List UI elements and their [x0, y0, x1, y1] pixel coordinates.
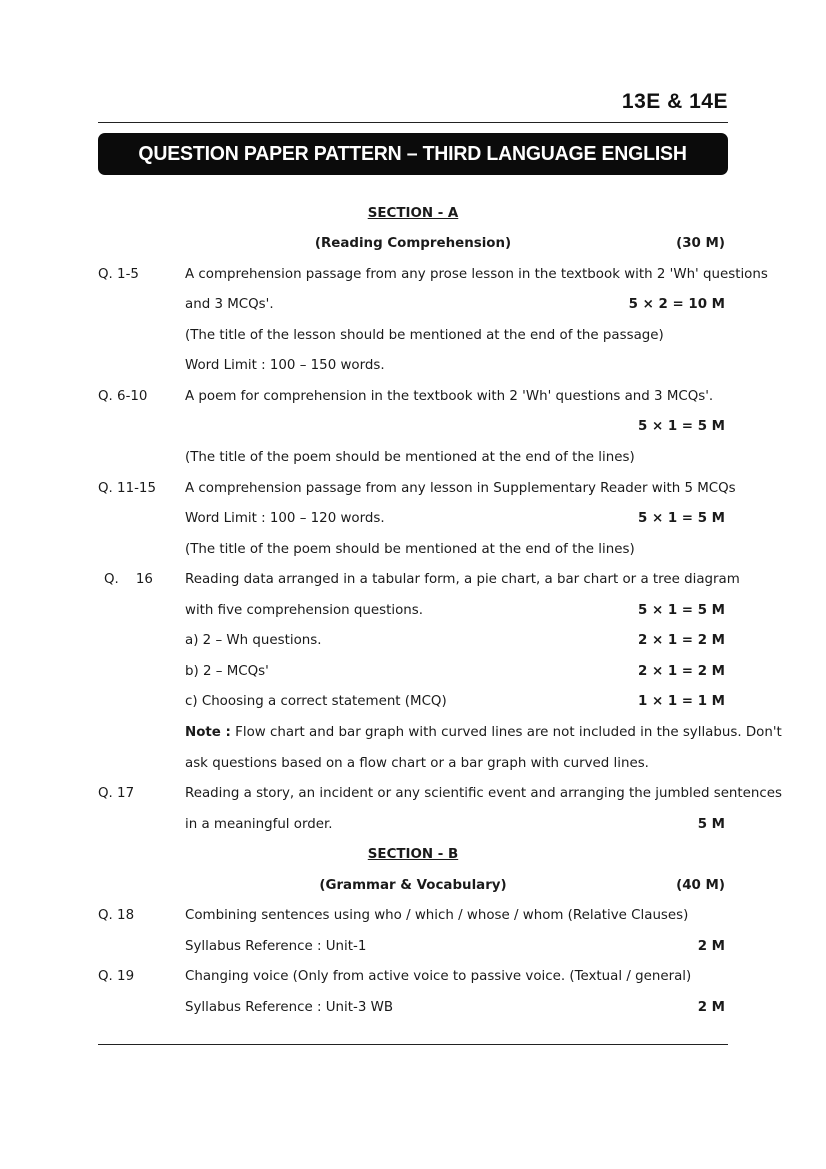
q16-part-a [98, 630, 728, 652]
section-b-marks: (40 M) [676, 878, 725, 893]
question-marks: 5 × 2 = 10 M [628, 297, 725, 312]
question-text: (The title of the poem should be mentioned at the end of the lines) [185, 450, 635, 465]
question-text: A poem for comprehension in the textbook with 2 'Wh' questions and 3 MCQs'. [185, 389, 714, 404]
banner-title: QUESTION PAPER PATTERN – THIRD LANGUAGE ENGLISH [138, 142, 688, 165]
q16-note [98, 722, 782, 744]
question-number: Q. 17 [98, 786, 135, 801]
q6-10-row [98, 386, 728, 408]
q17-row [98, 783, 782, 805]
question-number: Q. 18 [98, 908, 135, 923]
question-text: (The title of the lesson should be mentioned at the end of the passage) [185, 328, 664, 343]
sub-question-text: c) Choosing a correct statement (MCQ) [185, 694, 447, 709]
question-marks: 5 × 1 = 5 M [637, 511, 725, 526]
question-text: Word Limit : 100 – 120 words. [185, 511, 385, 526]
q19-row [98, 966, 728, 988]
question-marks: 5 × 1 = 5 M [637, 419, 725, 434]
section-a-heading-row [98, 203, 728, 225]
question-text: in a meaningful order. [185, 817, 333, 832]
q11-15-row-2 [98, 508, 728, 530]
note-line-2: ask questions based on a flow chart or a bar graph with curved lines. [185, 756, 649, 771]
q11-15-row [98, 478, 736, 500]
q16-row [98, 569, 740, 591]
note-line-1: Flow chart and bar graph with curved lines are not included in the syllabus. Don't [230, 725, 782, 740]
q6-10-marks-row [98, 416, 728, 438]
paper-code: 13E & 14E [621, 90, 728, 113]
question-text: with five comprehension questions. [185, 603, 423, 618]
question-number: Q. 19 [98, 969, 135, 984]
question-marks: 5 M [697, 817, 725, 832]
q17-row-2 [98, 814, 728, 836]
sub-question-marks: 2 × 1 = 2 M [637, 633, 725, 648]
question-text: Reading data arranged in a tabular form, a pie chart, a bar chart or a tree diagram [185, 572, 740, 587]
question-text: Word Limit : 100 – 150 words. [185, 358, 385, 373]
section-a-heading: SECTION - A [367, 206, 459, 221]
bottom-divider [98, 1044, 728, 1045]
section-b-heading: SECTION - B [367, 847, 459, 862]
question-marks: 5 × 1 = 5 M [637, 603, 725, 618]
top-divider [98, 122, 728, 123]
question-text: A comprehension passage from any lesson in Supplementary Reader with 5 MCQs [185, 481, 736, 496]
question-number: Q. 1-5 [98, 267, 139, 282]
q11-15-row-3 [98, 539, 728, 561]
question-text: Syllabus Reference : Unit-3 WB [185, 1000, 394, 1015]
section-a-marks: (30 M) [676, 236, 725, 251]
question-text: and 3 MCQs'. [185, 297, 274, 312]
q1-5-row [98, 264, 768, 286]
question-text: Changing voice (Only from active voice to passive voice. (Textual / general) [185, 969, 692, 984]
q18-row [98, 905, 728, 927]
question-text: Combining sentences using who / which / whose / whom (Relative Clauses) [185, 908, 689, 923]
sub-question-text: b) 2 – MCQs' [185, 664, 269, 679]
sub-question-marks: 2 × 1 = 2 M [637, 664, 725, 679]
question-marks: 2 M [697, 1000, 725, 1015]
section-b-subtitle-row [98, 875, 728, 897]
sub-question-text: a) 2 – Wh questions. [185, 633, 322, 648]
q18-row-2 [98, 936, 728, 958]
sub-question-marks: 1 × 1 = 1 M [637, 694, 725, 709]
section-b-subtitle: (Grammar & Vocabulary) [319, 878, 507, 893]
note-label: Note : [185, 725, 231, 740]
q6-10-row-2 [98, 447, 728, 469]
q1-5-row-4 [98, 355, 728, 377]
question-number: Q. 6-10 [98, 389, 148, 404]
question-number: Q. 11-15 [98, 481, 156, 496]
question-text: Reading a story, an incident or any scientific event and arranging the jumbled sentences [185, 786, 782, 801]
question-marks: 2 M [697, 939, 725, 954]
section-b-heading-row [98, 844, 728, 866]
note-text [185, 722, 782, 744]
question-text: Syllabus Reference : Unit-1 [185, 939, 367, 954]
q16-note-2 [98, 753, 728, 775]
q16-part-b [98, 661, 728, 683]
section-a-subtitle: (Reading Comprehension) [314, 236, 512, 251]
q1-5-row-3 [98, 325, 728, 347]
question-text: A comprehension passage from any prose lesson in the textbook with 2 'Wh' questions [185, 267, 768, 282]
q16-row-2 [98, 600, 728, 622]
q1-5-row-2 [98, 294, 728, 316]
q19-row-2 [98, 997, 728, 1019]
title-banner [98, 133, 728, 175]
section-a-subtitle-row [98, 233, 728, 255]
question-text: (The title of the poem should be mentioned at the end of the lines) [185, 542, 635, 557]
question-number: Q. 16 [104, 572, 153, 587]
q16-part-c [98, 691, 728, 713]
